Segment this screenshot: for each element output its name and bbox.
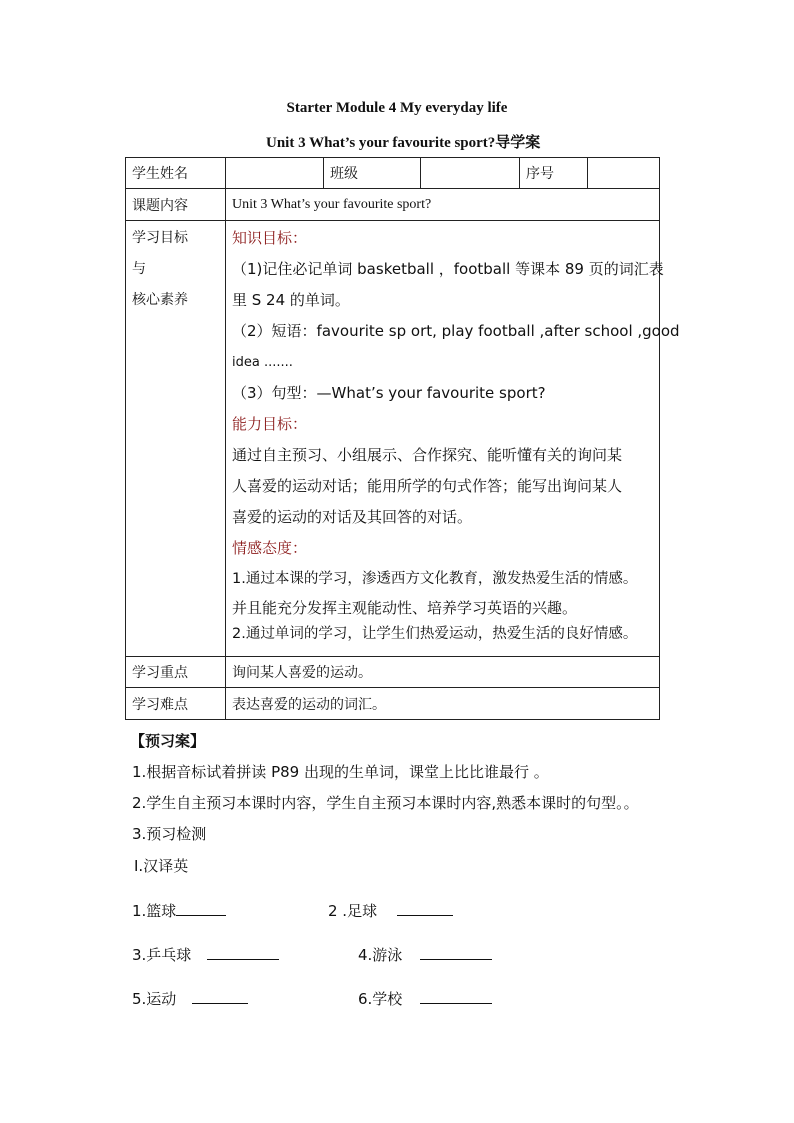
knowledge-item-2a: （2）短语：favourite sp ort, play football ,after school ,good: [232, 322, 680, 340]
focus-value: 询问某人喜爱的运动。: [226, 657, 660, 688]
knowledge-item-2b: idea .......: [232, 355, 293, 370]
ability-line-1: 通过自主预习、小组展示、合作探究、能听懂有关的询问某: [232, 446, 623, 464]
difficulty-value: 表达喜爱的运动的词汇。: [226, 688, 660, 720]
preview-sub-1: Ⅰ.汉译英: [134, 857, 189, 875]
preview-item-3: 3.预习检测: [132, 825, 207, 843]
goals-label-line: 核心素养: [132, 292, 188, 308]
exercise-label: 3.乒乓球: [132, 946, 192, 964]
emotion-line-3: 2.通过单词的学习，让学生们热爱运动，热爱生活的良好情感。: [232, 626, 638, 642]
student-name-label: 学生姓名: [126, 158, 226, 189]
goals-label: [126, 221, 226, 657]
topic-value: Unit 3 What’s your favourite sport?: [226, 189, 660, 221]
table-row: [126, 158, 660, 189]
info-table: [125, 157, 680, 720]
student-name-field[interactable]: [226, 158, 324, 189]
exercise-label: 4.游泳: [358, 946, 403, 964]
exercise-label: 5.运动: [132, 990, 177, 1008]
exercise-item: [358, 988, 492, 1009]
emotion-line-2: 并且能充分发挥主观能动性、培养学习英语的兴趣。: [232, 599, 578, 617]
ability-heading: 能力目标：: [232, 415, 308, 433]
seq-label: 序号: [520, 158, 588, 189]
preview-heading: 【预习案】: [130, 732, 206, 750]
exercise-item: [132, 900, 226, 921]
table-row: [126, 688, 660, 720]
emotion-line-1: 1.通过本课的学习，渗透西方文化教育，激发热爱生活的情感。: [232, 571, 638, 587]
answer-blank[interactable]: [176, 901, 226, 916]
document-subtitle: Unit 3 What’s your favourite sport?导学案: [266, 135, 541, 151]
knowledge-item-1b: 里 S 24 的单词。: [232, 291, 350, 309]
answer-blank[interactable]: [192, 989, 248, 1004]
exercise-item: [328, 900, 453, 921]
answer-blank[interactable]: [420, 989, 492, 1004]
exercise-label: 1.篮球: [132, 902, 177, 920]
seq-field[interactable]: [588, 158, 660, 189]
class-field[interactable]: [421, 158, 520, 189]
goals-content: [226, 221, 680, 657]
answer-blank[interactable]: [397, 901, 453, 916]
exercise-label: 6.学校: [358, 990, 403, 1008]
document-title: Starter Module 4 My everyday life: [286, 100, 508, 116]
exercise-item: [132, 988, 248, 1009]
goals-label-line: 学习目标: [132, 230, 188, 246]
answer-blank[interactable]: [207, 945, 279, 960]
answer-blank[interactable]: [420, 945, 492, 960]
difficulty-label: 学习难点: [126, 688, 226, 720]
ability-line-2: 人喜爱的运动对话；能用所学的句式作答；能写出询问某人: [232, 477, 623, 495]
preview-item-1: 1.根据音标试着拼读 P89 出现的生单词，课堂上比比谁最行 。: [132, 763, 549, 781]
exercise-label: 2 .足球: [328, 902, 378, 920]
table-row: [126, 657, 660, 688]
topic-label: 课题内容: [126, 189, 226, 221]
goals-label-line: 与: [132, 261, 146, 277]
exercise-item: [358, 944, 492, 965]
ability-line-3: 喜爱的运动的对话及其回答的对话。: [232, 508, 473, 526]
knowledge-item-3: （3）句型：—What’s your favourite sport?: [232, 384, 546, 402]
exercise-item: [132, 944, 279, 965]
preview-item-2: 2.学生自主预习本课时内容，学生自主预习本课时内容,熟悉本课时的句型。。: [132, 794, 639, 812]
class-label: 班级: [324, 158, 421, 189]
knowledge-heading: 知识目标：: [232, 229, 308, 247]
emotion-heading: 情感态度：: [232, 539, 308, 557]
table-row: [126, 189, 660, 221]
knowledge-item-1a: （1)记住必记单词 basketball ，football 等课本 89 页的词汇表: [232, 260, 664, 278]
table-row: [126, 221, 660, 657]
focus-label: 学习重点: [126, 657, 226, 688]
